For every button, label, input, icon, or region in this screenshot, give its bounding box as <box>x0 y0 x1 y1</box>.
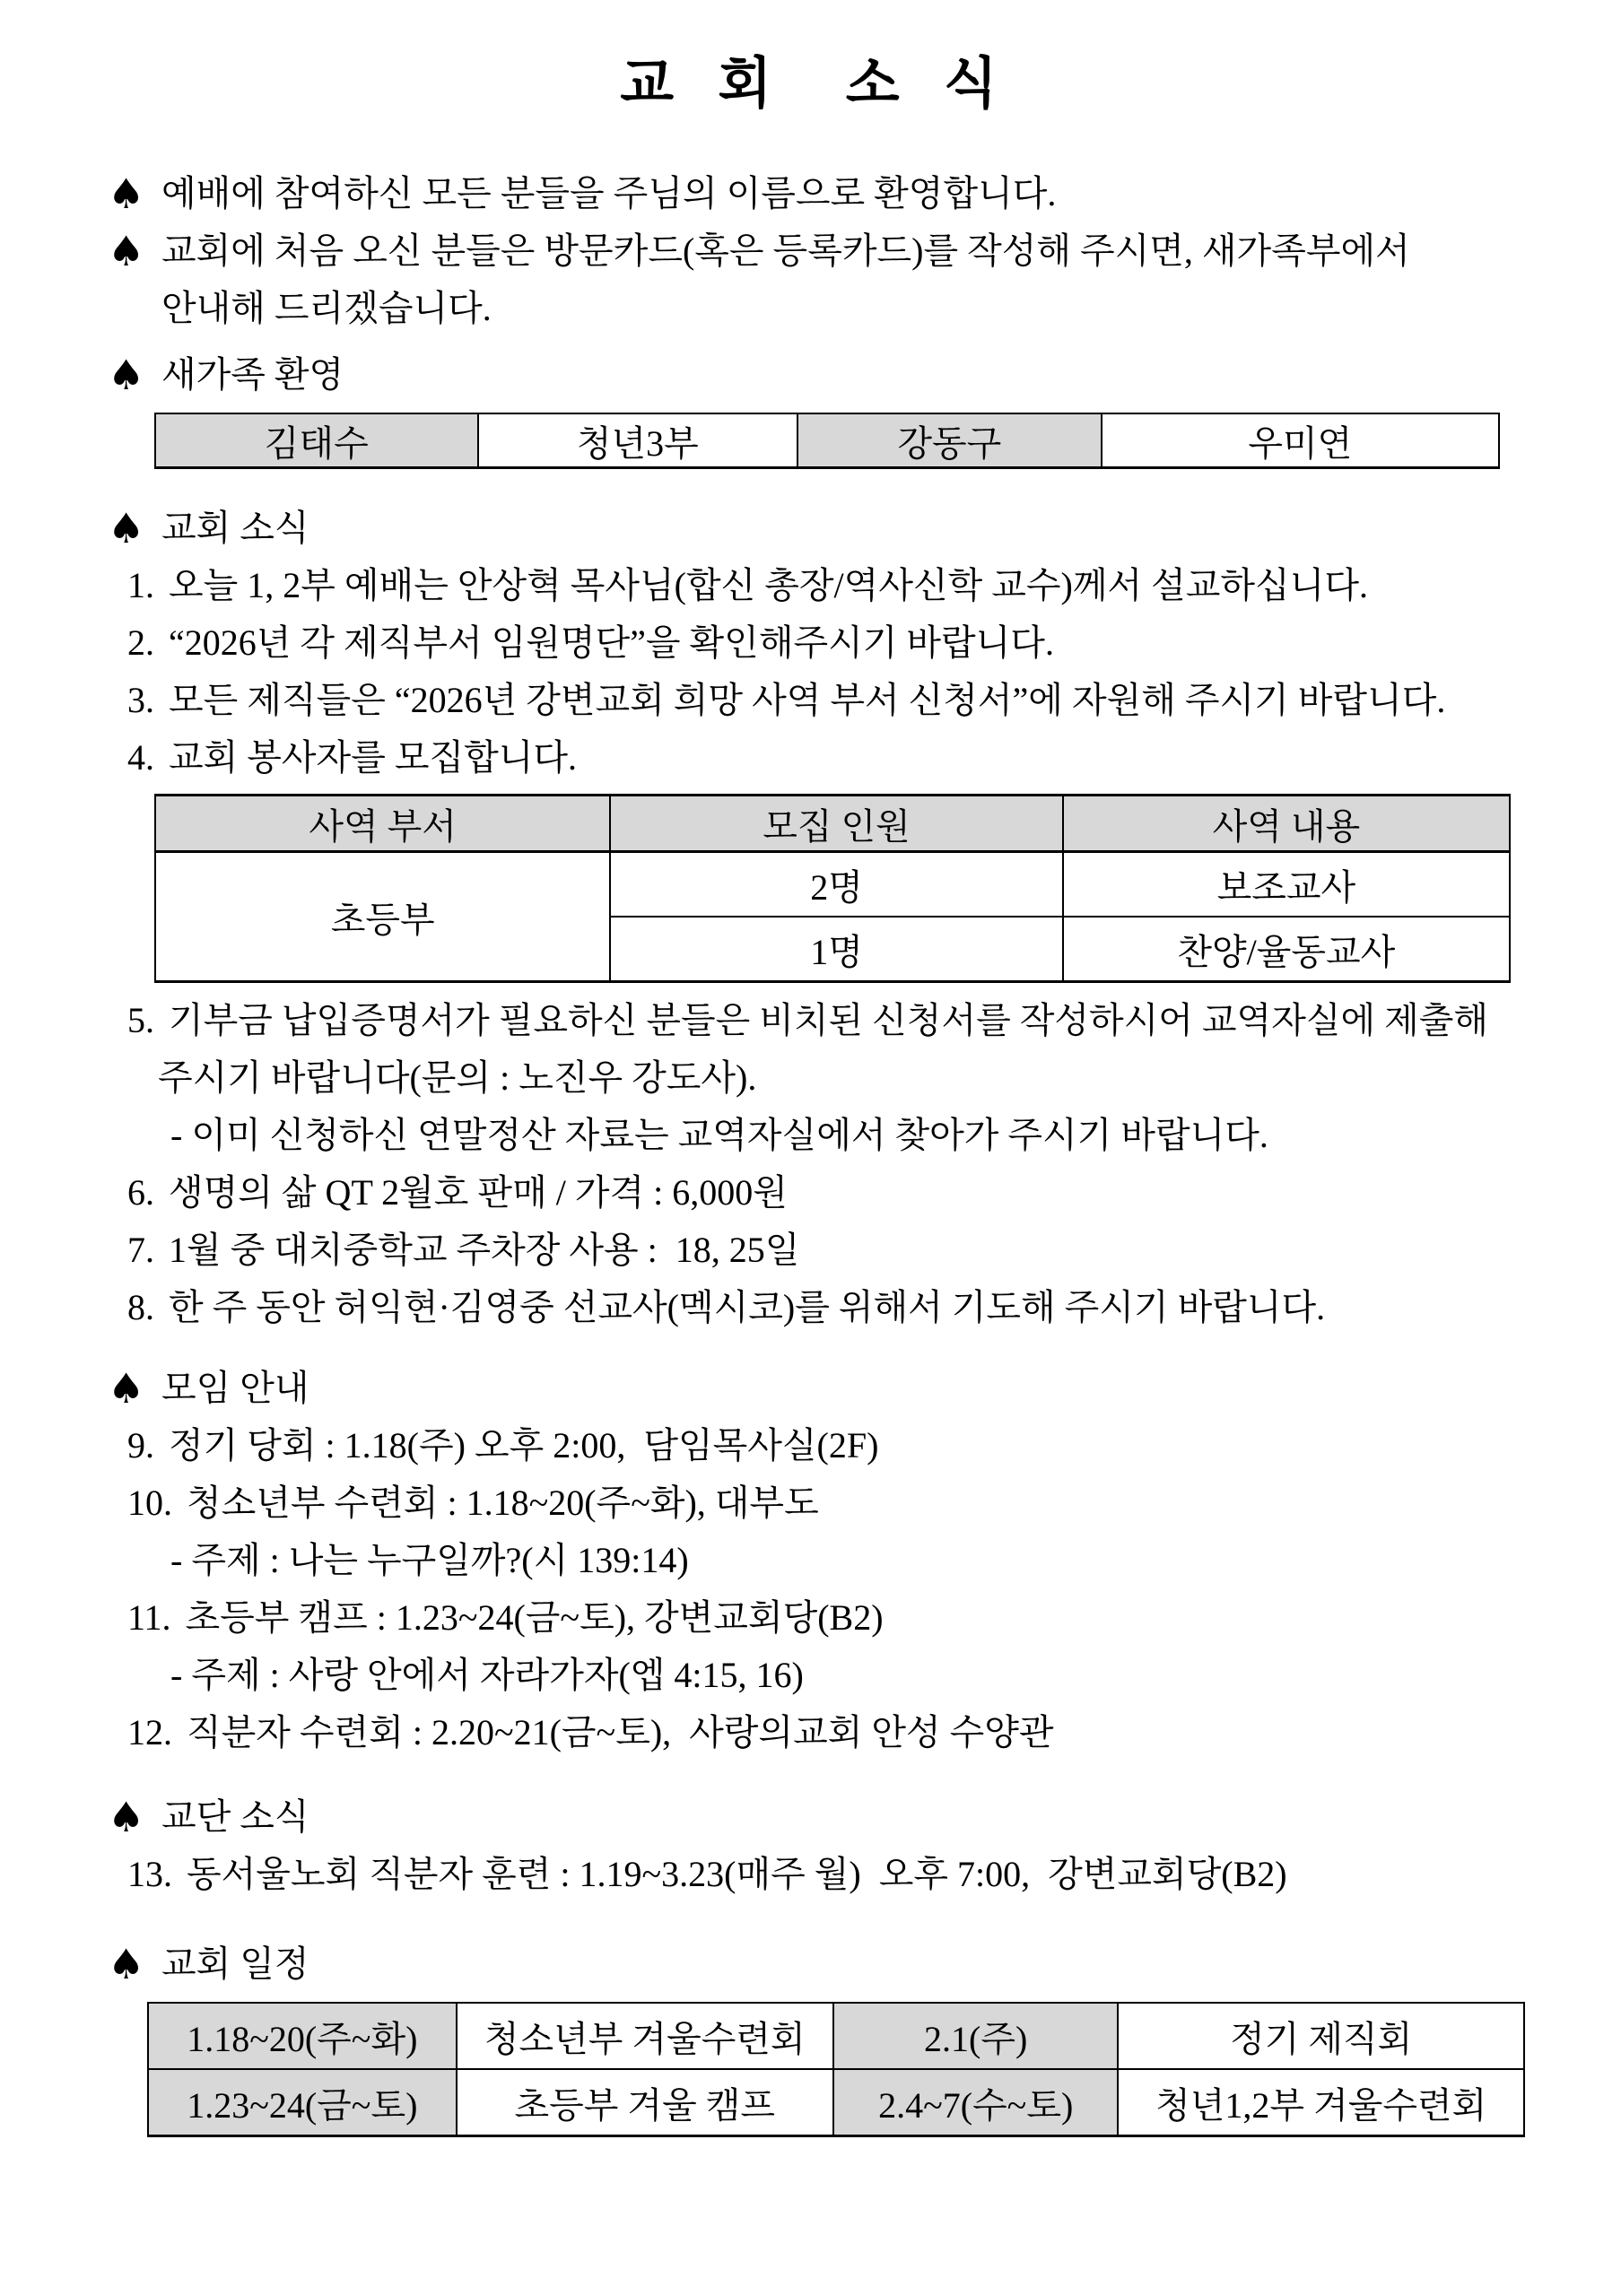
schedule-date-cell: 2.1(주) <box>833 2003 1119 2069</box>
schedule-event-cell: 정기 제직회 <box>1118 2003 1524 2069</box>
recruit-count-cell: 2명 <box>610 852 1062 918</box>
spade-icon: ♠ <box>108 1940 145 1988</box>
newcomer-card-bullet <box>61 222 1571 280</box>
schedule-date-cell: 1.18~20(주~화) <box>148 2003 457 2069</box>
spade-icon: ♠ <box>108 1364 145 1413</box>
news-item-5 <box>61 992 1571 1049</box>
spade-icon: ♠ <box>108 351 145 399</box>
meeting-item-11-theme: - 주제 : 사랑 안에서 자라가자(엡 4:15, 16) <box>170 1655 804 1695</box>
news-item-1 <box>61 557 1571 614</box>
section-heading: 교회 소식 <box>161 508 309 548</box>
news-item-5-subnote: - 이미 신청하신 연말정산 자료는 교역자실에서 찾아가 주시기 바랍니다. <box>170 1115 1268 1155</box>
section-heading: 교단 소식 <box>161 1796 309 1837</box>
item-number: 6. <box>127 1172 154 1213</box>
item-number: 2. <box>127 622 154 663</box>
item-text: 모든 제직들은 “2026년 강변교회 희망 사역 부서 신청서”에 자원해 주시기 바랍니다. <box>169 680 1446 720</box>
meeting-item-10 <box>61 1474 1571 1532</box>
recruit-role-cell: 보조교사 <box>1063 852 1510 918</box>
section-schedule <box>61 1935 1571 1993</box>
newcomer-guide-cell: 우미연 <box>1102 413 1499 468</box>
recruit-table <box>154 794 1511 983</box>
news-item-3 <box>61 672 1571 729</box>
news-item-6 <box>61 1164 1571 1222</box>
item-text: 한 주 동안 허익현·김영중 선교사(멕시코)를 위해서 기도해 주시기 바랍니다. <box>169 1287 1326 1327</box>
item-text: 교회 봉사자를 모집합니다. <box>169 737 578 778</box>
item-number: 7. <box>127 1230 154 1270</box>
meeting-item-10-theme: - 주제 : 나는 누구일까?(시 139:14) <box>170 1540 689 1580</box>
table-row <box>155 852 1510 918</box>
recruit-role-cell: 찬양/율동교사 <box>1063 917 1510 982</box>
recruit-count-cell: 1명 <box>610 917 1062 982</box>
section-heading: 새가족 환영 <box>161 354 344 395</box>
item-text: 오늘 1, 2부 예배는 안상혁 목사님(합신 총장/역사신학 교수)께서 설교하십니다. <box>169 565 1368 605</box>
schedule-date-cell: 1.23~24(금~토) <box>148 2069 457 2136</box>
table-header-row <box>155 796 1510 852</box>
item-text: 청소년부 수련회 : 1.18~20(주~화), 대부도 <box>187 1483 819 1523</box>
welcome-text: 예배에 참여하신 모든 분들을 주님의 이름으로 환영합니다. <box>161 173 1057 213</box>
schedule-event-cell: 청년1,2부 겨울수련회 <box>1118 2069 1524 2136</box>
item-number: 13. <box>127 1854 172 1894</box>
newcomer-district-cell: 강동구 <box>797 413 1102 468</box>
item-text: 기부금 납입증명서가 필요하신 분들은 비치된 신청서를 작성하시어 교역자실에 제출해 <box>169 1000 1489 1040</box>
spade-icon: ♠ <box>108 227 145 275</box>
news-item-8 <box>61 1279 1571 1336</box>
item-number: 11. <box>127 1597 171 1638</box>
spade-icon: ♠ <box>108 1793 145 1841</box>
news-item-5-continuation: 주시기 바랍니다(문의 : 노진우 강도사). <box>158 1057 757 1098</box>
schedule-date-cell: 2.4~7(수~토) <box>833 2069 1119 2136</box>
newcomer-table <box>154 413 1500 469</box>
recruit-col-role: 사역 내용 <box>1063 796 1510 852</box>
table-row <box>148 2003 1524 2069</box>
newcomer-dept-cell: 청년3부 <box>478 413 798 468</box>
section-newcomer-welcome <box>61 346 1571 404</box>
recruit-col-count: 모집 인원 <box>610 796 1062 852</box>
item-number: 5. <box>127 1000 154 1040</box>
spade-icon: ♠ <box>108 504 145 552</box>
meeting-item-11 <box>61 1589 1571 1647</box>
schedule-event-cell: 청소년부 겨울수련회 <box>457 2003 833 2069</box>
item-text: 초등부 캠프 : 1.23~24(금~토), 강변교회당(B2) <box>185 1597 884 1638</box>
meeting-item-12 <box>61 1704 1571 1761</box>
news-item-4 <box>61 729 1571 787</box>
newcomer-card-text-line2: 안내해 드리겠습니다. <box>161 288 492 328</box>
table-row <box>155 413 1499 468</box>
meeting-item-9 <box>61 1417 1571 1474</box>
welcome-bullet <box>61 165 1571 222</box>
recruit-col-department: 사역 부서 <box>155 796 610 852</box>
section-heading: 모임 안내 <box>161 1368 309 1408</box>
item-number: 3. <box>127 680 154 720</box>
item-number: 4. <box>127 737 154 778</box>
news-item-7 <box>61 1222 1571 1279</box>
item-text: 생명의 삶 QT 2월호 판매 / 가격 : 6,000원 <box>169 1172 788 1213</box>
item-number: 8. <box>127 1287 154 1327</box>
section-meetings <box>61 1360 1571 1417</box>
item-number: 12. <box>127 1712 172 1752</box>
newcomer-name-cell: 김태수 <box>155 413 478 468</box>
recruit-department-cell: 초등부 <box>155 852 610 982</box>
item-text: 직분자 수련회 : 2.20~21(금~토), 사랑의교회 안성 수양관 <box>187 1712 1054 1752</box>
section-denomination <box>61 1788 1571 1846</box>
denomination-item-13 <box>61 1846 1571 1903</box>
spade-icon: ♠ <box>108 170 145 218</box>
section-heading: 교회 일정 <box>161 1944 309 1984</box>
item-text: 정기 당회 : 1.18(주) 오후 2:00, 담임목사실(2F) <box>169 1425 879 1465</box>
item-text: “2026년 각 제직부서 임원명단”을 확인해주시기 바랍니다. <box>169 622 1054 663</box>
section-church-news <box>61 500 1571 557</box>
schedule-event-cell: 초등부 겨울 캠프 <box>457 2069 833 2136</box>
item-text: 동서울노회 직분자 훈련 : 1.19~3.23(매주 월) 오후 7:00, 강변교회당(B2) <box>187 1854 1287 1894</box>
item-number: 1. <box>127 565 154 605</box>
table-row <box>148 2069 1524 2136</box>
page-title: 교 회 소 식 <box>620 53 1012 115</box>
schedule-table <box>147 2002 1525 2137</box>
item-text: 1월 중 대치중학교 주차장 사용 : 18, 25일 <box>169 1230 800 1270</box>
newcomer-card-text-line1: 교회에 처음 오신 분들은 방문카드(혹은 등록카드)를 작성해 주시면, 새가족부에서 <box>161 230 1410 271</box>
item-number: 9. <box>127 1425 154 1465</box>
item-number: 10. <box>127 1483 172 1523</box>
news-item-2 <box>61 614 1571 672</box>
